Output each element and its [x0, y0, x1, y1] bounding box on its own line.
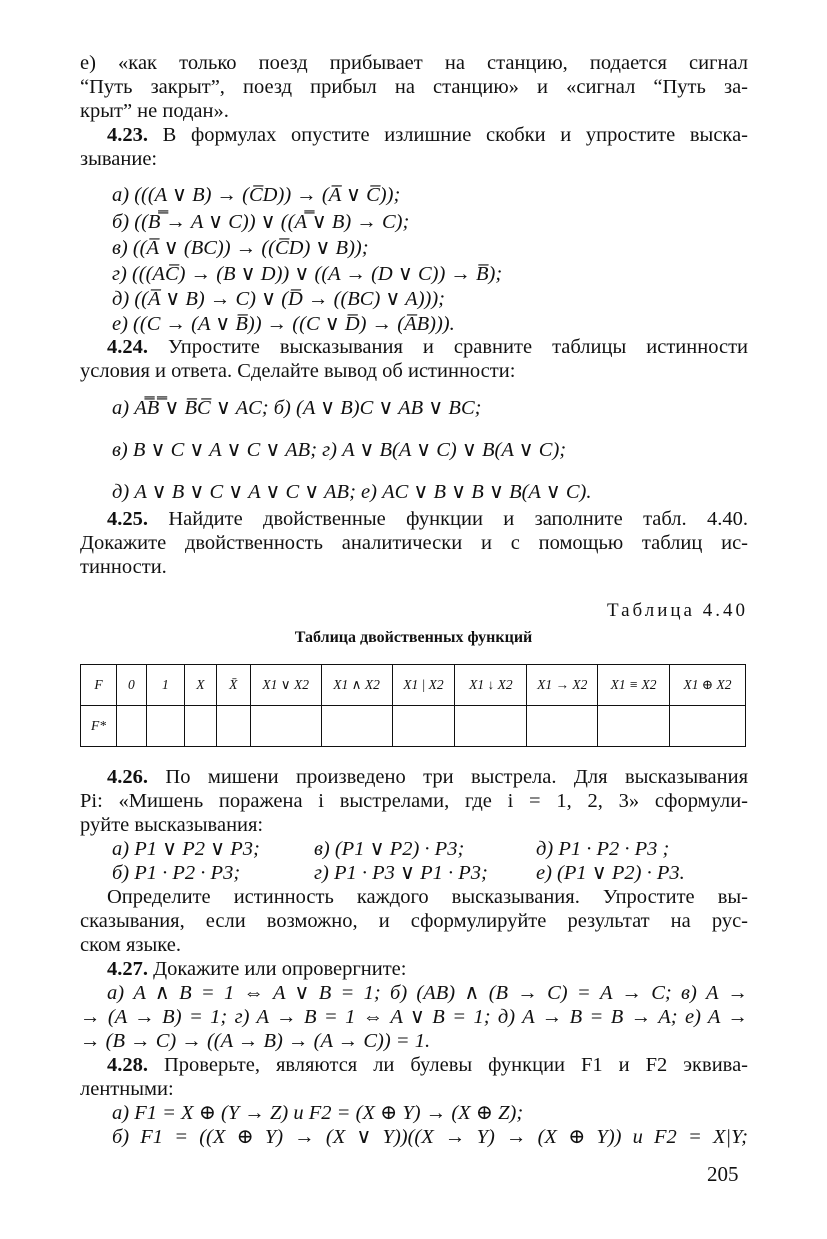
table-cell	[392, 706, 455, 747]
dual-functions-table	[80, 664, 746, 747]
exercise-4-27-heading	[107, 957, 748, 981]
text-line: сказывания, если возможно, и сформулируйте результат на рус-	[80, 910, 748, 932]
table-cell	[455, 706, 527, 747]
table-cell	[527, 706, 598, 747]
text-span: В формулах опустите излишние скобки и упростите выска-	[148, 124, 748, 146]
text-line: Pi: «Мишень поражена i выстрелами, где i = 1, 2, 3» сформули-	[80, 790, 748, 812]
formula-item: г) P1 · P3 ∨ P1 · P3;	[314, 862, 488, 884]
formula-line: д) A ∨ B ∨ C ∨ A ∨ C ∨ AB; е) AC ∨ B ∨ B ∨ B(A ∨ C).	[112, 481, 592, 503]
formula-line	[536, 861, 685, 885]
table-cell: X1 | X2	[392, 665, 455, 706]
text-line: тинности.	[80, 556, 167, 578]
formula-line	[314, 837, 464, 861]
table-cell: X1 ∨ X2	[250, 665, 321, 706]
text-span: Найдите двойственные функции и заполните табл. 4.40.	[148, 508, 748, 530]
formula-line	[112, 837, 260, 861]
table-cell: X1 ⊕ X2	[670, 665, 746, 706]
table-cell: X1 ↓ X2	[455, 665, 527, 706]
text-line: Определите истинность каждого высказывания. Упростите вы-	[107, 886, 748, 908]
formula-line	[112, 861, 240, 885]
table-cell: X1 ≡ X2	[598, 665, 670, 706]
formula-item: а) P1 ∨ P2 ∨ P3;	[112, 838, 260, 860]
text-line: условия и ответа. Сделайте вывод об истинности:	[80, 360, 516, 382]
formula-line: б) ((B̿ → A ∨ C)) ∨ ((A̿ ∨ B) → C);	[112, 211, 410, 233]
table-cell: F	[81, 665, 117, 706]
table-cell: X1 ∧ X2	[321, 665, 392, 706]
table-cell	[321, 706, 392, 747]
formula-item: в) (P1 ∨ P2) · P3;	[314, 838, 465, 860]
formula-line: а) F1 = X ⊕ (Y → Z) и F2 = (X ⊕ Y) → (X ⊕ Z);	[112, 1102, 524, 1124]
table-cell	[184, 706, 216, 747]
exercise-number: 4.25.	[107, 508, 148, 530]
table-cell	[146, 706, 184, 747]
exercise-number: 4.26.	[107, 766, 148, 788]
text-span: Упростите высказывания и сравните таблицы истинности	[148, 336, 748, 358]
formula-line: а) A̿B̿ ∨ B̅C̅ ∨ AC; б) (A ∨ B)C ∨ AB ∨ BC;	[112, 397, 482, 419]
table-cell: F*	[81, 706, 117, 747]
table-number-caption: Таблица 4.40	[606, 600, 748, 621]
table-cell: 0	[116, 665, 146, 706]
table-cell	[216, 706, 250, 747]
exercise-4-23-heading	[107, 123, 748, 147]
table-cell: X	[184, 665, 216, 706]
formula-line: → (B → C) → ((A → B) → (A → C)) = 1.	[80, 1030, 431, 1052]
exercise-4-26-heading	[107, 765, 748, 789]
formula-line: а) A ∧ B = 1 ⇔ A ∨ B = 1; б) (AB) ∧ (B → C) = A → C; в) A →	[107, 982, 748, 1004]
formula-item: е) (P1 ∨ P2) · P3.	[536, 862, 685, 884]
table-header-row	[81, 665, 746, 706]
text-span: Докажите или опровергните:	[148, 958, 407, 980]
formula-item: б) P1 · P2 · P3;	[112, 862, 241, 884]
page-number: 205	[707, 1162, 739, 1186]
text-line: Докажите двойственность аналитически и с помощью таблиц ис-	[80, 532, 748, 554]
table-cell: X̄	[216, 665, 250, 706]
formula-line: в) B ∨ C ∨ A ∨ C ∨ AB; г) A ∨ B(A ∨ C) ∨ B(A ∨ C);	[112, 439, 567, 461]
table-title: Таблица двойственных функций	[294, 629, 533, 646]
exercise-4-25-heading	[107, 507, 748, 531]
table-cell: 1	[146, 665, 184, 706]
formula-line: г) (((AC̅) → (B ∨ D)) ∨ ((A → (D ∨ C)) → B̅);	[112, 263, 503, 285]
text-line: “Путь закрыт”, поезд прибыл на станцию» и «сигнал “Путь за-	[80, 76, 748, 98]
exercise-number: 4.27.	[107, 958, 148, 980]
text-line: крыт” не подан».	[80, 100, 229, 122]
table-cell	[116, 706, 146, 747]
table-cell	[670, 706, 746, 747]
exercise-number: 4.23.	[107, 124, 148, 146]
formula-line	[536, 837, 669, 861]
table-cell	[250, 706, 321, 747]
table-cell: X1 → X2	[527, 665, 598, 706]
formula-line: а) (((A ∨ B) → (C̅D)) → (A̅ ∨ C̅));	[112, 184, 401, 206]
text-line: ском языке.	[80, 934, 181, 956]
formula-line: б) F1 = ((X ⊕ Y) → (X ∨ Y))((X → Y) → (X ⊕ Y)) и F2 = X|Y;	[112, 1126, 748, 1148]
text-span: По мишени произведено три выстрела. Для высказывания	[148, 766, 748, 788]
text-span: Проверьте, являются ли булевы функции F1 и F2 эквива-	[148, 1054, 748, 1076]
formula-item: д) P1 · P2 · P3 ;	[536, 838, 670, 860]
table-cell	[598, 706, 670, 747]
text-line: зывание:	[80, 148, 158, 170]
table-row	[81, 706, 746, 747]
exercise-4-24-heading	[107, 335, 748, 359]
formula-line: д) ((A̅ ∨ B) → C) ∨ (D̅ → ((BC) ∨ A)));	[112, 288, 446, 310]
exercise-4-28-heading	[107, 1053, 748, 1077]
text-line: е) «как только поезд прибывает на станцию, подается сигнал	[80, 52, 748, 74]
formula-line: → (A → B) = 1; г) A → B = 1 ⇔ A ∨ B = 1; д) A → B = B → A; е) A →	[80, 1006, 748, 1028]
text-line: руйте высказывания:	[80, 814, 264, 836]
exercise-number: 4.28.	[107, 1054, 148, 1076]
exercise-number: 4.24.	[107, 336, 148, 358]
formula-line: в) ((A̅ ∨ (BC)) → ((C̅D) ∨ B));	[112, 237, 369, 259]
formula-line: е) ((C → (A ∨ B̅)) → ((C ∨ D̅) → (A̅B))).	[112, 313, 455, 335]
text-line: лентными:	[80, 1078, 174, 1100]
formula-line	[314, 861, 488, 885]
